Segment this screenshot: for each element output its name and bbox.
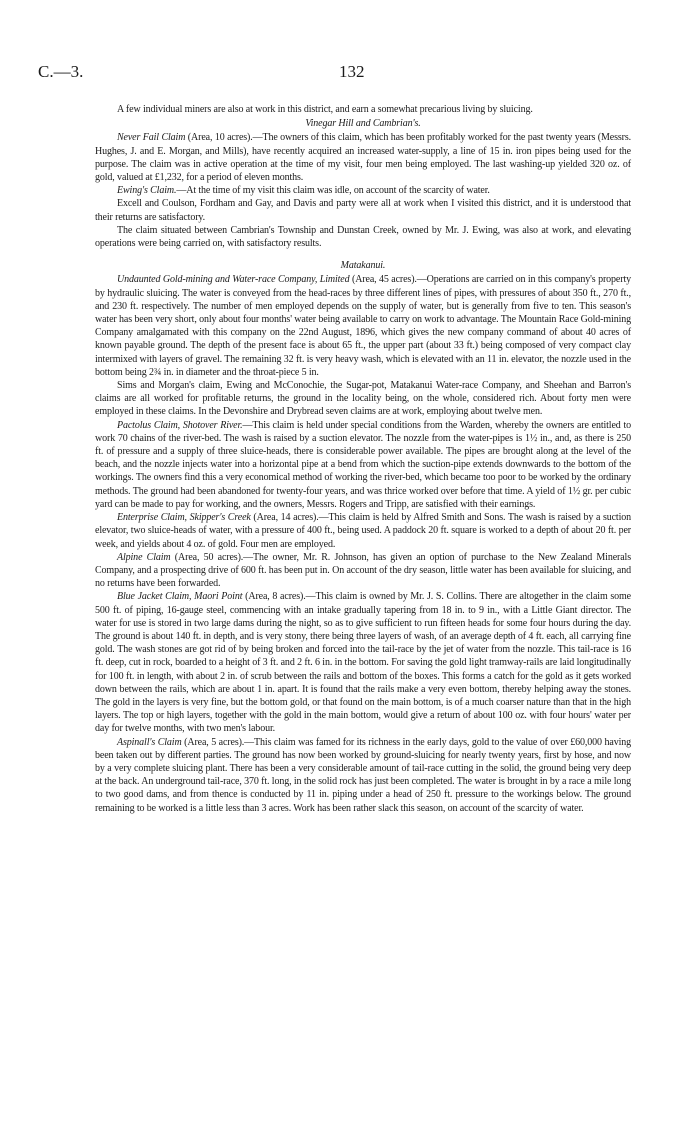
paragraph-lead: Ewing's Claim.: [117, 185, 177, 197]
paragraph-text: (Area, 50 acres).—The owner, Mr. R. Johnson, has given an option of purchase to the New Zealand Minerals Company, and a prospecting drive of 600 ft. has been put in. On account of the dry season, little water has been available for sluicing, and no returns have been forwarded.: [95, 551, 631, 590]
page-number: 132: [339, 62, 365, 81]
paragraph-lead: Never Fail Claim: [117, 132, 186, 144]
paragraph: [95, 419, 631, 511]
paragraph-text: A few individual miners are also at work in this district, and earn a somewhat precarious living by sluicing.: [117, 104, 533, 115]
paragraph-lead: Enterprise Claim, Skipper's Creek: [117, 512, 251, 524]
document-body: [95, 103, 631, 815]
paragraph-lead: Undaunted Gold-mining and Water-race Company, Limited: [117, 274, 350, 286]
paragraph: [95, 224, 631, 250]
paragraph-text: (Area, 14 acres).—This claim is held by Alfred Smith and Sons. The wash is raised by a suction elevator, two sluice-heads of water, with a pressure of 400 ft., being used. A paddock 20 ft. square is worked to a depth of about 20 ft. per week, and yields about 4 oz. of gold. Four men are employed.: [95, 512, 631, 550]
paragraph-lead: Pactolus Claim, Shotover River.: [117, 419, 243, 431]
paragraph-text: Sims and Morgan's claim, Ewing and McConochie, the Sugar-pot, Matakanui Water-race Company, and Sheehan and Barron's claims are all worked for profitable returns, the ground in the locality being, on the whole, considered rich. About forty men were employed in these claims. In the Devonshire and Drybread seven claims are at work, employing about twelve men.: [95, 380, 631, 418]
paragraph: [95, 511, 631, 551]
paragraph-lead: Aspinall's Claim: [117, 736, 182, 748]
section-heading: Vinegar Hill and Cambrian's.: [305, 118, 421, 130]
paragraph-text: —At the time of my visit this claim was idle, on account of the scarcity of water.: [176, 185, 490, 197]
paragraph: [95, 103, 631, 116]
paragraph-text: (Area, 8 acres).—This claim is owned by Mr. J. S. Collins. There are altogether in the claim some 500 ft. of piping, 16-gauge steel, commencing with an intake gradually tapering from 18 in. to 9 in., with a Little Giant director. The water for use is stored in two large dams during the night, so as to give sufficient to run fifteen heads for some four hours during the day. The ground is about 140 ft. in depth, and is very stony, there being three layers of wash, of an average depth of 4 ft. each, all carrying fine gold. The wash stones are got rid of by being broken and forced into the tail-race by the jet of water from the nozzle. This tail-race is 16 ft. deep, cut in rock, boarded to a height of 3 ft. and 2 ft. 6 in. in the bottom. For saving the gold light tramway-rails are laid longitudinally for 100 ft. in length, with about 2 in. of scrub between the rails and bottom of the boxes. This forms a catch for the gold as it gets worked down between the rails, which are about 1 in. apart. It is found that the rails make a very even bottom, thereby helping away the stones. The gold in the layers is very fine, but the bottom gold, or that found on the main bottom, is of a much coarser nature than that in the high layers. The top or high layers, together with the gold in the main bottom, would give a return of about 100 oz. with four hours' water per day for twelve months, with two men's labour.: [95, 591, 631, 735]
paragraph: [95, 184, 631, 197]
section-heading: Matakanui.: [340, 260, 386, 272]
paragraph: [95, 736, 631, 815]
paragraph-text: The claim situated between Cambrian's Township and Dunstan Creek, owned by Mr. J. Ewing, was also at work, and elevating operations were being carried on, with satisfactory results.: [95, 224, 631, 250]
paragraph-lead: Blue Jacket Claim, Maori Point: [117, 591, 243, 603]
paragraph: [95, 197, 631, 223]
paragraph-text: Excell and Coulson, Fordham and Gay, and Davis and party were all at work when I visited this district, and it is understood that their returns are satisfactory.: [95, 198, 631, 223]
paragraph: [95, 590, 631, 735]
paragraph-lead: Alpine Claim: [117, 551, 171, 563]
paragraph: [95, 551, 631, 591]
paragraph-text: (Area, 45 acres).—Operations are carried on in this company's property by hydraulic sluicing. The water is conveyed from the head-races by three different lines of pipes, with pressures of about 350 ft., 270 ft., and 230 ft. respectively. The number of men employed depends on the supply of water, but is generally from five to ten. This season's water has been very short, only about four months' water being available to carry on work to advantage. The Mountain Race Gold-mining Company amalgamated with this company on the 22nd August, 1896, which gives the new company command of about 40 acres of known payable ground. The depth of the present face is about 65 ft., the upper part (about 33 ft.) being composed of very compact clay intermixed with layers of gravel. The remaining 32 ft. is very heavy wash, which is elevated with an 11 in. elevator, the nozzle used in the bottom being 2¾ in. in diameter and the throat-piece 5 in.: [95, 274, 631, 378]
paragraph: [95, 273, 631, 379]
paragraph: [95, 131, 631, 184]
paragraph: [95, 379, 631, 419]
paragraph-text: (Area, 5 acres).—This claim was famed for its richness in the early days, gold to the value of over £60,000 having been taken out by different parties. The ground has now been worked by ground-sluicing for nearly twenty years, first by hose, and now by a very complete sluicing plant. There has been a very considerable amount of tail-race cutting in the solid, the ground being very deep at the back. An underground tail-race, 370 ft. long, in the solid rock has just been completed. The water is brought in by a race a mile long to two good dams, and from thence is conducted by 11 in. piping under a head of 250 ft. pressure to the workings below. The ground remaining to be worked is a little less than 3 acres. Work has been rather slack this season, on account of the scarcity of water.: [95, 736, 631, 814]
report-code: C.—3.: [38, 62, 84, 81]
paragraph-text: (Area, 10 acres).—The owners of this claim, which has been profitably worked for the past twenty years (Messrs. Hughes, J. and E. Morgan, and Mills), have recently acquired an increased water-supply, a line of 15 in. iron pipes being used for the purpose. The claim was in active operation at the time of my visit, four men being employed. The last washing-up yielded 320 oz. of gold, valued at £1,232, for a period of eleven months.: [95, 132, 632, 184]
paragraph-text: —This claim is held under special conditions from the Warden, whereby the owners are entitled to work 70 chains of the river-bed. The wash is raised by a suction elevator. The nozzle from the water-pipes is 1½ in., and, as there is 250 ft. of pressure and a supply of three sluice-heads, there is considerable power available. The pipes are brought along at the level of the beach, and the nozzle injects water into a horizontal pipe at a bend from which the suction-pipe extends downwards to the bottom of the workings. The owners find this a very economical method of working the river-bed, which became too poor to be worked by the ordinary methods. The ground had been abandoned for twenty-four years, and was thrice worked over before that time. A yield of 1½ gr. per cubic yard can be made to pay for working, and the owners, Messrs. Rogers and Tripp, are satisfied with their earnings.: [95, 419, 631, 510]
